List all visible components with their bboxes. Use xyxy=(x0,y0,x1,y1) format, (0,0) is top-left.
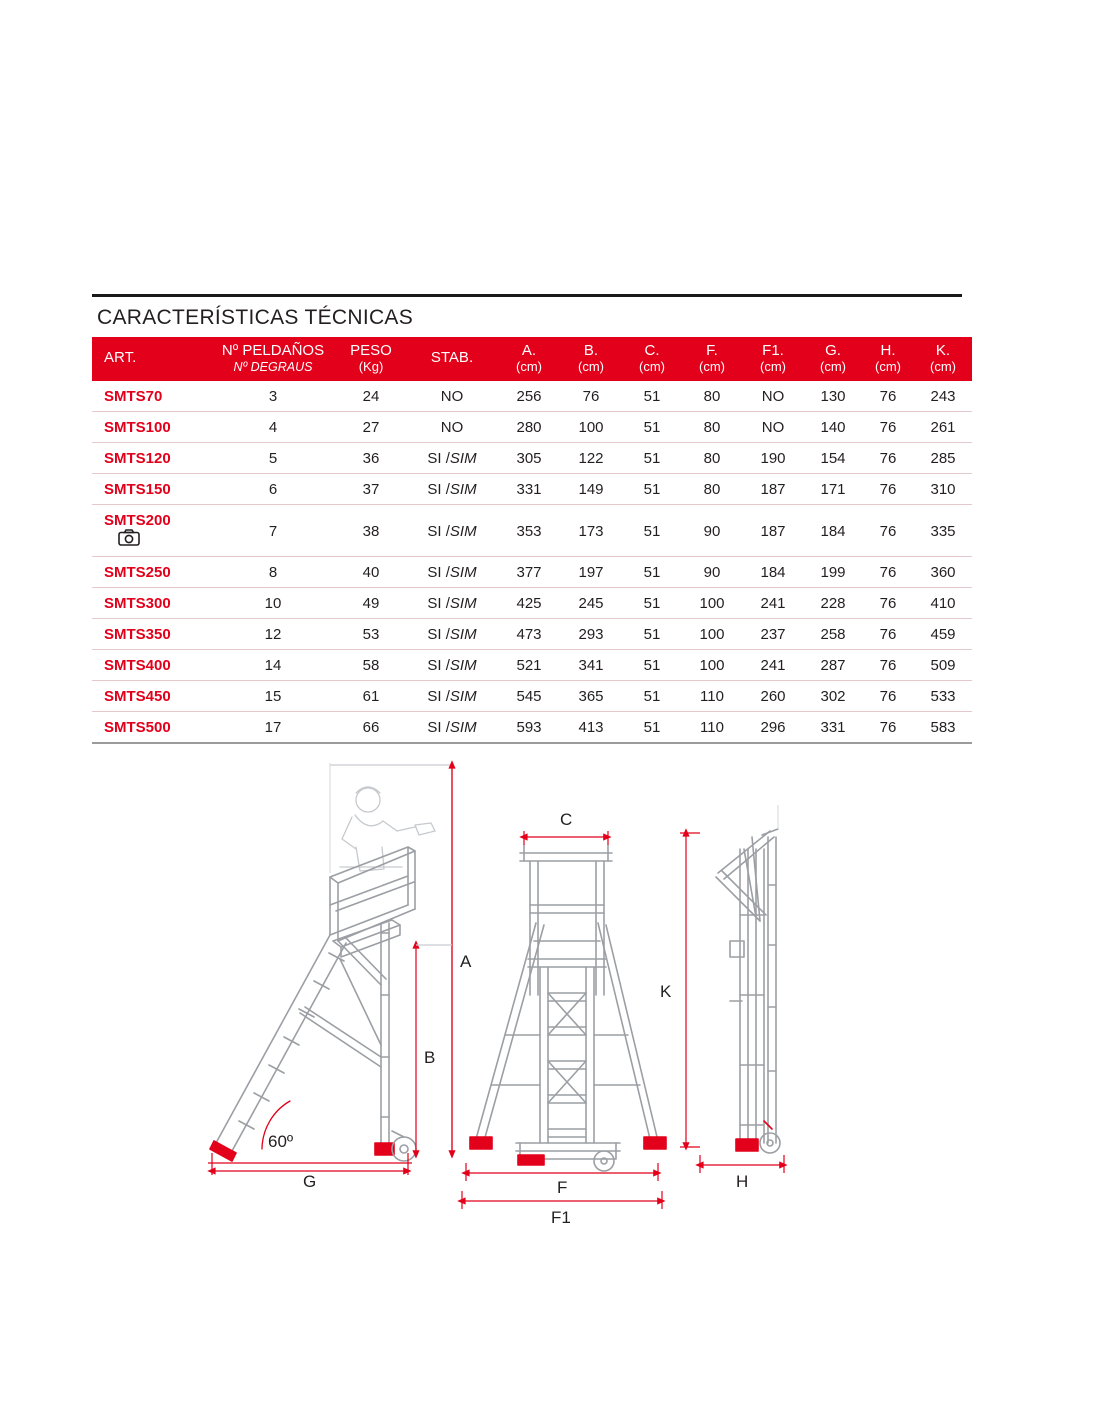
column-header-f1-label: F1. xyxy=(762,342,784,359)
cell-f1: 184 xyxy=(742,557,804,588)
cell-steps: 6 xyxy=(210,474,336,505)
cell-c: 51 xyxy=(622,557,682,588)
cell-f1: 190 xyxy=(742,443,804,474)
cell-art xyxy=(92,712,210,744)
cell-weight: 49 xyxy=(336,588,406,619)
cell-art-label: SMTS200 xyxy=(104,512,171,530)
cell-steps: 15 xyxy=(210,681,336,712)
cell-stab: SI /SIM xyxy=(406,443,498,474)
cell-weight: 38 xyxy=(336,505,406,557)
cell-a: 377 xyxy=(498,557,560,588)
cell-g: 140 xyxy=(804,412,862,443)
cell-f: 110 xyxy=(682,681,742,712)
cell-g: 287 xyxy=(804,650,862,681)
cell-h: 76 xyxy=(862,412,914,443)
cell-stab: SI /SIM xyxy=(406,619,498,650)
table-row xyxy=(92,588,972,619)
column-header-stab xyxy=(406,337,498,381)
column-header-k xyxy=(914,337,972,381)
column-header-weight xyxy=(336,337,406,381)
cell-stab: SI /SIM xyxy=(406,474,498,505)
cell-k: 509 xyxy=(914,650,972,681)
table-row xyxy=(92,412,972,443)
column-header-a-label: A. xyxy=(521,342,537,359)
cell-f: 80 xyxy=(682,381,742,412)
cell-weight: 37 xyxy=(336,474,406,505)
dimension-label-h: H xyxy=(736,1172,749,1191)
column-header-c xyxy=(622,337,682,381)
column-header-f-unit: (cm) xyxy=(699,358,725,374)
table-row xyxy=(92,681,972,712)
cell-a: 545 xyxy=(498,681,560,712)
cell-art xyxy=(92,505,210,557)
cell-f: 80 xyxy=(682,474,742,505)
cell-c: 51 xyxy=(622,381,682,412)
cell-b: 122 xyxy=(560,443,622,474)
cell-b: 100 xyxy=(560,412,622,443)
cell-f1: 187 xyxy=(742,474,804,505)
cell-art-label: SMTS70 xyxy=(104,388,163,406)
cell-a: 280 xyxy=(498,412,560,443)
cell-b: 341 xyxy=(560,650,622,681)
cell-steps: 3 xyxy=(210,381,336,412)
cell-art-label: SMTS300 xyxy=(104,595,171,613)
cell-art-label: SMTS250 xyxy=(104,564,171,582)
cell-h: 76 xyxy=(862,619,914,650)
cell-b: 293 xyxy=(560,619,622,650)
dimension-label-f1: F1 xyxy=(551,1208,571,1227)
cell-weight: 66 xyxy=(336,712,406,744)
table-row xyxy=(92,712,972,744)
cell-a: 256 xyxy=(498,381,560,412)
cell-g: 184 xyxy=(804,505,862,557)
cell-g: 154 xyxy=(804,443,862,474)
dimension-label-b: B xyxy=(424,1048,436,1067)
cell-a: 305 xyxy=(498,443,560,474)
camera-icon xyxy=(118,529,140,550)
cell-steps: 5 xyxy=(210,443,336,474)
column-header-art-label: ART. xyxy=(104,349,137,367)
cell-b: 245 xyxy=(560,588,622,619)
cell-h: 76 xyxy=(862,712,914,744)
cell-art-label: SMTS450 xyxy=(104,688,171,706)
cell-c: 51 xyxy=(622,505,682,557)
cell-stab: SI /SIM xyxy=(406,681,498,712)
cell-b: 413 xyxy=(560,712,622,744)
cell-g: 331 xyxy=(804,712,862,744)
dimension-label-k: K xyxy=(660,982,672,1001)
cell-c: 51 xyxy=(622,712,682,744)
table-row xyxy=(92,443,972,474)
cell-k: 335 xyxy=(914,505,972,557)
table-header-row xyxy=(92,337,972,381)
column-header-weight-label: PESO xyxy=(350,342,392,359)
cell-k: 285 xyxy=(914,443,972,474)
cell-k: 243 xyxy=(914,381,972,412)
table-row xyxy=(92,474,972,505)
cell-weight: 27 xyxy=(336,412,406,443)
cell-b: 173 xyxy=(560,505,622,557)
section-title: CARACTERÍSTICAS TÉCNICAS xyxy=(97,306,414,329)
cell-c: 51 xyxy=(622,474,682,505)
cell-f1: 296 xyxy=(742,712,804,744)
column-header-k-unit: (cm) xyxy=(930,358,956,374)
column-header-h-unit: (cm) xyxy=(875,358,901,374)
cell-g: 199 xyxy=(804,557,862,588)
cell-steps: 4 xyxy=(210,412,336,443)
column-header-weight-unit: (Kg) xyxy=(358,358,384,374)
cell-weight: 53 xyxy=(336,619,406,650)
cell-a: 473 xyxy=(498,619,560,650)
column-header-stab-label: STAB. xyxy=(430,349,474,367)
cell-art xyxy=(92,588,210,619)
cell-art-label: SMTS150 xyxy=(104,481,171,499)
column-header-b-label: B. xyxy=(583,342,599,359)
cell-k: 410 xyxy=(914,588,972,619)
cell-b: 365 xyxy=(560,681,622,712)
specifications-table-body xyxy=(92,381,972,743)
cell-f: 100 xyxy=(682,588,742,619)
cell-b: 197 xyxy=(560,557,622,588)
cell-art xyxy=(92,650,210,681)
column-header-h xyxy=(862,337,914,381)
cell-g: 228 xyxy=(804,588,862,619)
cell-g: 130 xyxy=(804,381,862,412)
cell-f: 100 xyxy=(682,619,742,650)
cell-a: 425 xyxy=(498,588,560,619)
cell-weight: 36 xyxy=(336,443,406,474)
cell-f: 100 xyxy=(682,650,742,681)
cell-art-label: SMTS100 xyxy=(104,419,171,437)
cell-c: 51 xyxy=(622,588,682,619)
column-header-a-unit: (cm) xyxy=(516,358,542,374)
cell-g: 258 xyxy=(804,619,862,650)
cell-a: 353 xyxy=(498,505,560,557)
cell-f: 110 xyxy=(682,712,742,744)
column-header-steps xyxy=(210,337,336,381)
cell-c: 51 xyxy=(622,681,682,712)
cell-f1: 241 xyxy=(742,650,804,681)
cell-f1: 241 xyxy=(742,588,804,619)
table-row xyxy=(92,619,972,650)
cell-art xyxy=(92,557,210,588)
cell-a: 521 xyxy=(498,650,560,681)
dimension-label-a: A xyxy=(460,952,472,971)
cell-h: 76 xyxy=(862,474,914,505)
cell-stab: SI /SIM xyxy=(406,650,498,681)
specifications-table xyxy=(92,337,972,744)
cell-f: 90 xyxy=(682,505,742,557)
cell-f1: 260 xyxy=(742,681,804,712)
cell-steps: 10 xyxy=(210,588,336,619)
cell-f1: NO xyxy=(742,381,804,412)
cell-k: 261 xyxy=(914,412,972,443)
column-header-c-unit: (cm) xyxy=(639,358,665,374)
column-header-f xyxy=(682,337,742,381)
column-header-art xyxy=(92,337,210,381)
cell-steps: 8 xyxy=(210,557,336,588)
cell-g: 302 xyxy=(804,681,862,712)
column-header-k-label: K. xyxy=(935,342,951,359)
cell-stab: SI /SIM xyxy=(406,588,498,619)
cell-k: 583 xyxy=(914,712,972,744)
technical-drawings xyxy=(0,745,1100,1275)
technical-specifications-block xyxy=(92,294,962,744)
cell-h: 76 xyxy=(862,681,914,712)
cell-k: 533 xyxy=(914,681,972,712)
cell-h: 76 xyxy=(862,443,914,474)
cell-h: 76 xyxy=(862,650,914,681)
cell-weight: 61 xyxy=(336,681,406,712)
cell-art xyxy=(92,474,210,505)
cell-h: 76 xyxy=(862,381,914,412)
table-row xyxy=(92,381,972,412)
cell-c: 51 xyxy=(622,443,682,474)
cell-f: 80 xyxy=(682,443,742,474)
cell-art-label: SMTS120 xyxy=(104,450,171,468)
cell-weight: 58 xyxy=(336,650,406,681)
cell-b: 149 xyxy=(560,474,622,505)
cell-art xyxy=(92,443,210,474)
cell-stab: NO xyxy=(406,381,498,412)
cell-a: 593 xyxy=(498,712,560,744)
angle-label: 60º xyxy=(268,1132,294,1151)
cell-k: 360 xyxy=(914,557,972,588)
cell-f1: 237 xyxy=(742,619,804,650)
cell-h: 76 xyxy=(862,588,914,619)
cell-f: 90 xyxy=(682,557,742,588)
cell-art xyxy=(92,619,210,650)
column-header-g-unit: (cm) xyxy=(820,358,846,374)
cell-steps: 7 xyxy=(210,505,336,557)
table-row xyxy=(92,557,972,588)
cell-weight: 24 xyxy=(336,381,406,412)
cell-stab: NO xyxy=(406,412,498,443)
cell-c: 51 xyxy=(622,619,682,650)
cell-art xyxy=(92,381,210,412)
cell-art xyxy=(92,412,210,443)
column-header-f1 xyxy=(742,337,804,381)
cell-f1: NO xyxy=(742,412,804,443)
cell-art-label: SMTS350 xyxy=(104,626,171,644)
cell-h: 76 xyxy=(862,505,914,557)
cell-stab: SI /SIM xyxy=(406,557,498,588)
cell-f1: 187 xyxy=(742,505,804,557)
column-header-f-label: F. xyxy=(706,342,718,359)
cell-k: 310 xyxy=(914,474,972,505)
column-header-b-unit: (cm) xyxy=(578,358,604,374)
column-header-c-label: C. xyxy=(644,342,660,359)
cell-c: 51 xyxy=(622,412,682,443)
table-row xyxy=(92,505,972,557)
cell-b: 76 xyxy=(560,381,622,412)
column-header-b xyxy=(560,337,622,381)
cell-stab: SI /SIM xyxy=(406,505,498,557)
cell-f: 80 xyxy=(682,412,742,443)
column-header-g-label: G. xyxy=(825,342,841,359)
column-header-h-label: H. xyxy=(880,342,896,359)
column-header-g xyxy=(804,337,862,381)
cell-steps: 14 xyxy=(210,650,336,681)
cell-steps: 17 xyxy=(210,712,336,744)
column-header-f1-unit: (cm) xyxy=(760,358,786,374)
dimension-label-c: C xyxy=(560,810,573,829)
table-row xyxy=(92,650,972,681)
column-header-a xyxy=(498,337,560,381)
cell-art-label: SMTS500 xyxy=(104,719,171,737)
cell-g: 171 xyxy=(804,474,862,505)
cell-a: 331 xyxy=(498,474,560,505)
cell-art xyxy=(92,681,210,712)
cell-weight: 40 xyxy=(336,557,406,588)
dimension-label-f: F xyxy=(557,1178,568,1197)
cell-k: 459 xyxy=(914,619,972,650)
cell-stab: SI /SIM xyxy=(406,712,498,744)
cell-art-label: SMTS400 xyxy=(104,657,171,675)
cell-c: 51 xyxy=(622,650,682,681)
cell-h: 76 xyxy=(862,557,914,588)
cell-steps: 12 xyxy=(210,619,336,650)
column-header-steps-sublabel: Nº DEGRAUS xyxy=(233,360,313,375)
dimension-label-g: G xyxy=(303,1172,317,1191)
column-header-steps-label: Nº PELDAÑOS xyxy=(221,342,325,360)
